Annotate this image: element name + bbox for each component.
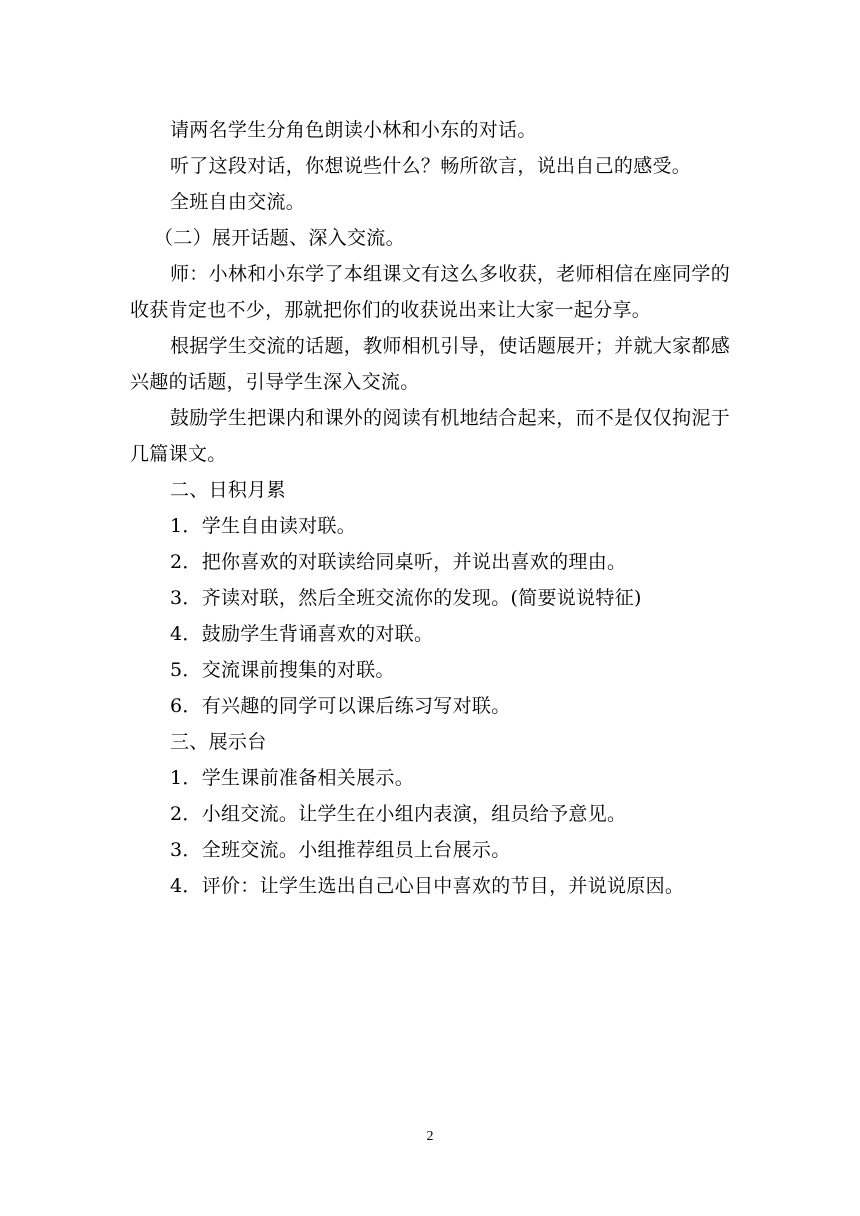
section-heading: （二）展开话题、深入交流。	[154, 227, 405, 249]
paragraph: 听了这段对话，你想说些什么？畅所欲言，说出自己的感受。	[170, 155, 692, 177]
list-item: 1．学生自由读对联。	[170, 515, 357, 537]
list-item: 3．全班交流。小组推荐组员上台展示。	[170, 839, 511, 861]
list-item: 5．交流课前搜集的对联。	[170, 659, 395, 681]
document-body	[130, 112, 730, 904]
paragraph: 鼓励学生把课内和课外的阅读有机地结合起来，而不是仅仅拘泥于几篇课文。	[130, 407, 730, 465]
list-item: 4．鼓励学生背诵喜欢的对联。	[170, 623, 434, 645]
paragraph: 根据学生交流的话题，教师相机引导，使话题展开；并就大家都感兴趣的话题，引导学生深入交流。	[130, 335, 730, 393]
paragraph: 师：小林和小东学了本组课文有这么多收获，老师相信在座同学的收获肯定也不少，那就把你们的收获说出来让大家一起分享。	[130, 263, 730, 321]
list-item: 6．有兴趣的同学可以课后练习写对联。	[170, 695, 511, 717]
list-item: 2．小组交流。让学生在小组内表演，组员给予意见。	[170, 803, 627, 825]
list-item: 1．学生课前准备相关展示。	[170, 767, 414, 789]
paragraph: 全班自由交流。	[170, 191, 306, 213]
list-item: 2．把你喜欢的对联读给同桌听，并说出喜欢的理由。	[170, 551, 627, 573]
list-item: 4．评价：让学生选出自己心目中喜欢的节目，并说说原因。	[170, 875, 685, 897]
section-heading: 三、展示台	[170, 731, 267, 753]
page-number: 2	[426, 1129, 434, 1144]
list-item: 3．齐读对联，然后全班交流你的发现。(简要说说特征)	[170, 587, 642, 609]
paragraph: 请两名学生分角色朗读小林和小东的对话。	[170, 119, 537, 141]
section-heading: 二、日积月累	[170, 479, 286, 501]
